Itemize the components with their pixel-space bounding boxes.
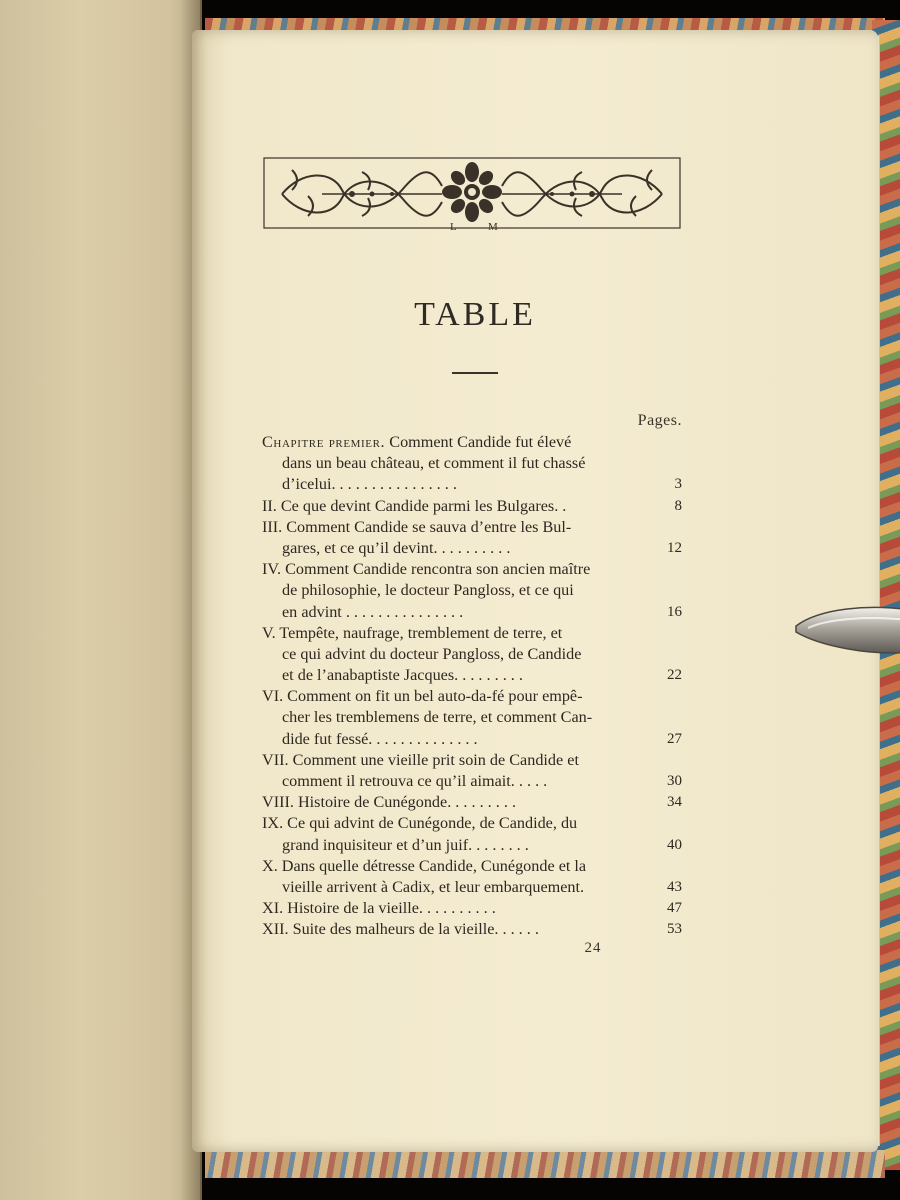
toc-text: II. Ce que devint Candide parmi les Bulgares. .	[262, 496, 567, 515]
toc-text: d’icelui. . . . . . . . . . . . . . . .	[282, 475, 457, 494]
page-number: 16	[667, 603, 682, 620]
toc-line	[262, 750, 682, 771]
page-number: 8	[674, 497, 682, 514]
folio-number: 24	[584, 940, 602, 956]
toc-line	[262, 919, 682, 940]
toc-line	[262, 771, 682, 792]
toc-text: VIII. Histoire de Cunégonde. . . . . . . . .	[262, 793, 517, 812]
chapter-label: Chapitre premier.	[262, 433, 386, 451]
toc-line	[262, 602, 682, 623]
toc-line	[262, 559, 682, 580]
toc-text: VII. Comment une vieille prit soin de Candide et	[262, 750, 579, 769]
title-rule	[452, 372, 498, 374]
toc-line	[262, 496, 682, 517]
monogram-left: L	[450, 221, 457, 233]
pages-column-label: Pages.	[637, 412, 682, 429]
toc-line	[262, 474, 682, 495]
marbled-bottom-edge	[205, 1150, 885, 1178]
toc-text: dide fut fessé. . . . . . . . . . . . . .	[282, 729, 478, 748]
toc-line	[262, 686, 682, 707]
toc-line	[262, 432, 682, 453]
toc-line	[262, 898, 682, 919]
page-number: 53	[667, 921, 682, 938]
page-number: 47	[667, 900, 682, 917]
toc-text: grand inquisiteur et d’un juif. . . . . . . .	[282, 835, 529, 854]
toc-line	[262, 665, 682, 686]
page-number: 12	[667, 539, 682, 556]
toc-line	[262, 580, 682, 601]
toc-line	[262, 707, 682, 728]
toc-line	[262, 644, 682, 665]
toc-text: III. Comment Candide se sauva d’entre les Bul-	[262, 517, 572, 536]
toc-text: XI. Histoire de la vieille. . . . . . . . . .	[262, 899, 496, 918]
toc-text: ce qui advint du docteur Pangloss, de Candide	[282, 644, 582, 663]
toc-text: dans un beau château, et comment il fut chassé	[282, 454, 586, 473]
toc-text: IV. Comment Candide rencontra son ancien maître	[262, 560, 591, 579]
toc-text: vieille arrivent à Cadix, et leur embarquement.	[282, 877, 585, 896]
table-of-contents	[262, 432, 682, 941]
toc-line	[262, 813, 682, 834]
page-number: 22	[667, 667, 682, 684]
toc-text: IX. Ce qui advint de Cunégonde, de Candide, du	[262, 814, 578, 833]
toc-line	[262, 835, 682, 856]
page-number: 34	[667, 794, 682, 811]
page-number: 43	[667, 878, 682, 895]
toc-text: de philosophie, le docteur Pangloss, et ce qui	[282, 581, 574, 600]
toc-text: XII. Suite des malheurs de la vieille. . . . . .	[262, 920, 539, 939]
page-clip	[790, 596, 900, 666]
toc-line	[262, 877, 682, 898]
toc-text: en advint . . . . . . . . . . . . . . .	[282, 602, 464, 621]
page-title: TABLE	[414, 296, 536, 333]
toc-line	[262, 623, 682, 644]
toc-line	[262, 453, 682, 474]
toc-line	[262, 729, 682, 750]
toc-text: X. Dans quelle détresse Candide, Cunégonde et la	[262, 856, 587, 875]
page-number: 27	[667, 730, 682, 747]
page-number: 3	[674, 476, 682, 493]
page-number: 40	[667, 836, 682, 853]
toc-text: Comment Candide fut élevé	[389, 433, 572, 451]
toc-text: V. Tempête, naufrage, tremblement de terre, et	[262, 623, 563, 642]
toc-line	[262, 856, 682, 877]
monogram-right: M	[488, 221, 498, 233]
ornamental-headpiece	[262, 150, 682, 236]
toc-text: et de l’anabaptiste Jacques. . . . . . . . .	[282, 666, 523, 685]
page-number: 30	[667, 773, 682, 789]
toc-text: VI. Comment on fit un bel auto-da-fé pour empê-	[262, 687, 583, 706]
toc-text: cher les tremblemens de terre, et comment Can-	[282, 708, 593, 727]
toc-text: comment il retrouva ce qu’il aimait. . . . .	[282, 772, 548, 790]
toc-line	[262, 792, 682, 813]
toc-line	[262, 538, 682, 559]
toc-line	[262, 517, 682, 538]
facing-page	[0, 0, 202, 1200]
toc-text: gares, et ce qu’il devint. . . . . . . . . .	[282, 538, 511, 557]
